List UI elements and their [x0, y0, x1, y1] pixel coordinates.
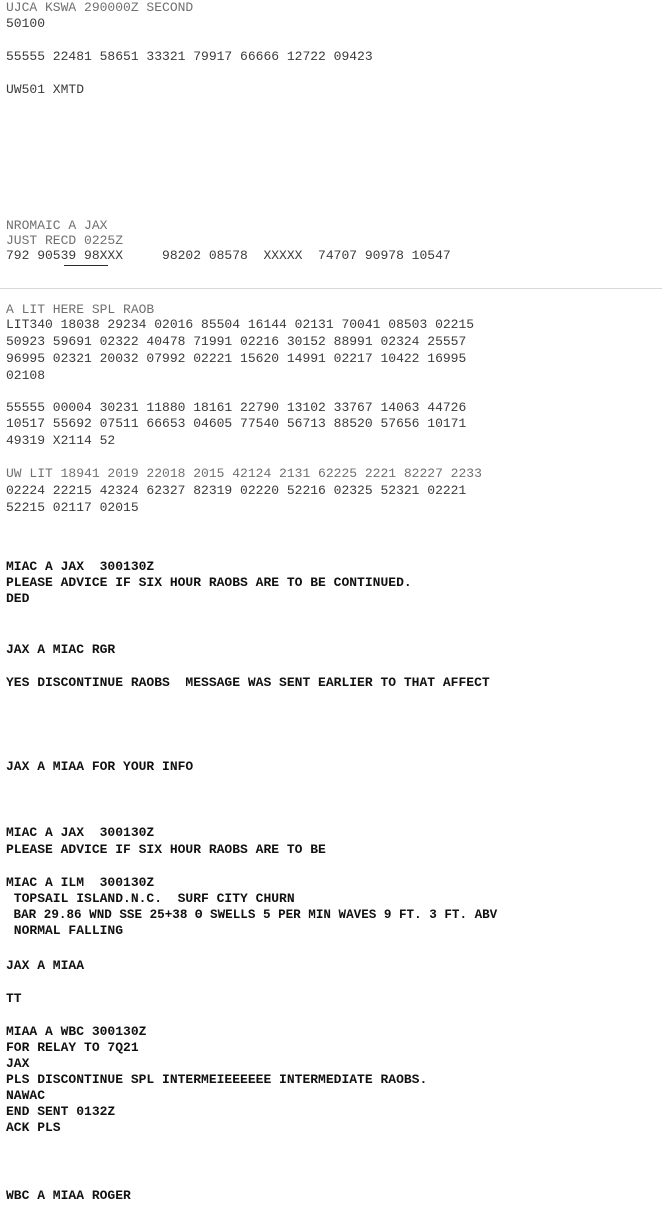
code-line: 49319 X2114 52: [6, 433, 116, 448]
code-line: 10517 55692 07511 66653 04605 77540 56713 88520 57656 10171: [6, 416, 467, 431]
message-header: JAX A MIAC RGR: [6, 642, 116, 657]
page-fold-divider: [0, 288, 662, 289]
message-body: PLEASE ADVICE IF SIX HOUR RAOBS ARE TO BE CONTINUED.: [6, 575, 412, 590]
message-header: MIAC A ILM 300130Z: [6, 875, 155, 890]
code-line: 52215 02117 02015: [6, 500, 139, 515]
code-line: 50923 59691 02322 40478 71991 02216 30152 88991 02324 25557: [6, 334, 467, 349]
message-body: JAX: [6, 1056, 30, 1071]
message-body: YES DISCONTINUE RAOBS MESSAGE WAS SENT EARLIER TO THAT AFFECT: [6, 675, 490, 690]
header-line: NROMAIC A JAX: [6, 218, 108, 233]
handwritten-underline: [64, 265, 108, 266]
code-line: 55555 22481 58651 33321 79917 66666 12722 09423: [6, 49, 373, 64]
code-line: 96995 02321 20032 07992 02221 15620 14991 02217 10422 16995: [6, 351, 467, 366]
code-line: 02108: [6, 368, 46, 383]
message-header: JAX A MIAA FOR YOUR INFO: [6, 759, 194, 774]
text-line: 50100: [6, 16, 46, 31]
code-line: 55555 00004 30231 11880 18161 22790 13102 33767 14063 44726: [6, 400, 467, 415]
message-body: FOR RELAY TO 7Q21: [6, 1040, 139, 1055]
message-header: MIAC A JAX 300130Z: [6, 825, 155, 840]
message-body: TOPSAIL ISLAND.N.C. SURF CITY CHURN: [6, 891, 295, 906]
message-body: ACK PLS: [6, 1120, 61, 1135]
code-line: LIT340 18038 29234 02016 85504 16144 02131 70041 08503 02215: [6, 317, 475, 332]
message-header: MIAC A JAX 300130Z: [6, 559, 155, 574]
message-body: PLS DISCONTINUE SPL INTERMEIEEEEEE INTERMEDIATE RAOBS.: [6, 1072, 428, 1087]
message-body: PLEASE ADVICE IF SIX HOUR RAOBS ARE TO BE: [6, 842, 326, 857]
message-header: MIAA A WBC 300130Z: [6, 1024, 147, 1039]
message-body: END SENT 0132Z: [6, 1104, 116, 1119]
code-line: UW LIT 18941 2019 22018 2015 42124 2131 62225 2221 82227 2233: [6, 466, 482, 481]
code-line: 02224 22215 42324 62327 82319 02220 52216 02325 52321 02221: [6, 483, 467, 498]
message-body: NAWAC: [6, 1088, 46, 1103]
text-line: JUST RECD 0225Z: [6, 233, 124, 248]
message-body: BAR 29.86 WND SSE 25+38 Θ SWELLS 5 PER MIN WAVES 9 FT. 3 FT. ABV: [6, 908, 498, 922]
message-body: DED: [6, 591, 30, 606]
message-body: NORMAL FALLING: [6, 923, 124, 938]
header-line: A LIT HERE SPL RAOB: [6, 302, 155, 317]
text-line: UW501 XMTD: [6, 82, 85, 97]
message-header: JAX A MIAA: [6, 958, 85, 973]
header-line: UJCA KSWA 290000Z SECOND: [6, 0, 194, 15]
message-header: WBC A MIAA ROGER: [6, 1188, 131, 1203]
message-body: TT: [6, 991, 22, 1006]
code-line: 792 90539 98XXX 98202 08578 XXXXX 74707 90978 10547: [6, 248, 451, 263]
